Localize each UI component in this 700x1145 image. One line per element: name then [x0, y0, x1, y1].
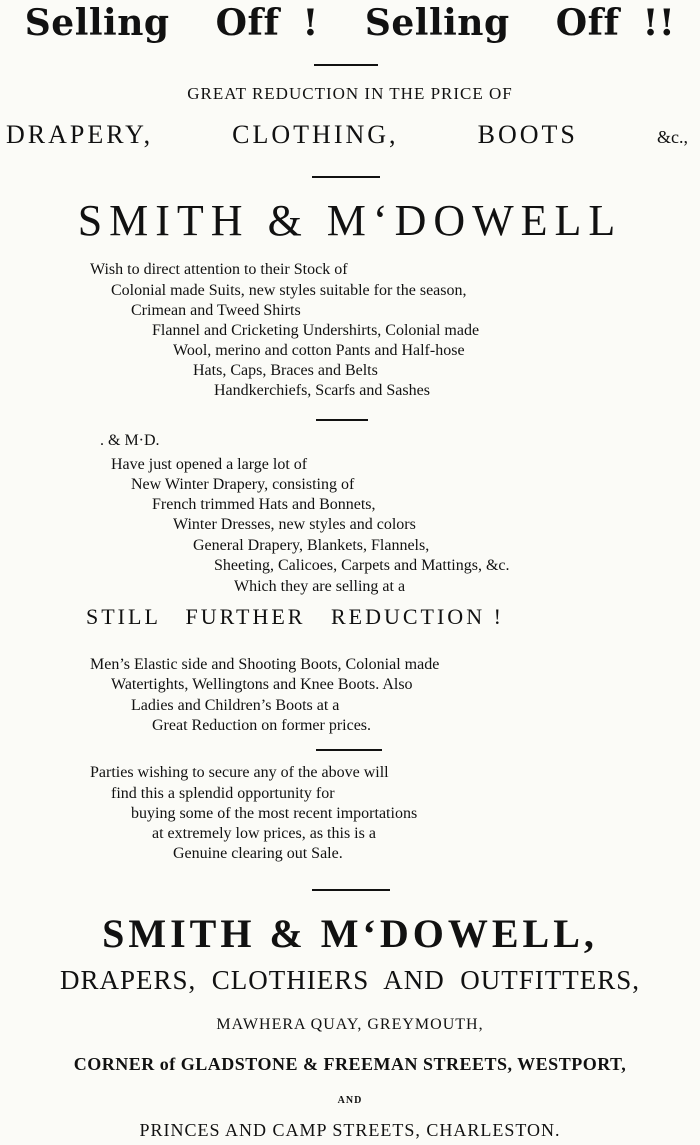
- section4-line: at extremely low prices, as this is a: [152, 825, 376, 842]
- section4-line: find this a splendid opportunity for: [111, 785, 335, 802]
- section1-line: Flannel and Cricketing Undershirts, Colonial made: [152, 322, 480, 339]
- divider-rule: [316, 419, 368, 421]
- firm-name-bottom: SMITH & M‘DOWELL,: [102, 911, 598, 956]
- section2-line: French trimmed Hats and Bonnets,: [152, 496, 376, 513]
- still-further-reduction: STILL FURTHER REDUCTION !: [86, 604, 504, 629]
- divider-rule: [312, 176, 380, 178]
- divider-rule: [312, 889, 390, 891]
- goods-drapery: DRAPERY,: [6, 120, 154, 149]
- section2-line: . & M·D.: [100, 432, 160, 449]
- headline: Selling Off ! Selling Off !!: [24, 2, 676, 44]
- section1-line: Wool, merino and cotton Pants and Half-hose: [173, 342, 465, 359]
- section4-line: Parties wishing to secure any of the above will: [90, 764, 389, 781]
- section1-line: Crimean and Tweed Shirts: [131, 302, 301, 319]
- address-westport: CORNER of GLADSTONE & FREEMAN STREETS, WESTPORT,: [73, 1054, 627, 1074]
- section2-line: Which they are selling at a: [234, 578, 406, 595]
- section3-line: Great Reduction on former prices.: [152, 717, 372, 734]
- subhead: GREAT REDUCTION IN THE PRICE OF: [187, 84, 513, 103]
- goods-clothing: CLOTHING,: [232, 120, 399, 149]
- goods-line: [6, 120, 688, 150]
- goods-etc: &c.,: [656, 127, 688, 147]
- section1-line: Hats, Caps, Braces and Belts: [193, 362, 378, 379]
- address-charleston: PRINCES AND CAMP STREETS, CHARLESTON.: [139, 1120, 561, 1140]
- section1-line: Colonial made Suits, new styles suitable for the season,: [111, 282, 467, 299]
- section4-line: Genuine clearing out Sale.: [173, 845, 343, 862]
- section1-line: Handkerchiefs, Scarfs and Sashes: [214, 382, 430, 399]
- section3-line: Watertights, Wellingtons and Knee Boots. Also: [111, 676, 413, 693]
- section1-line: Wish to direct attention to their Stock of: [90, 261, 348, 278]
- section3-line: Men’s Elastic side and Shooting Boots, Colonial made: [90, 656, 440, 673]
- and-word: AND: [337, 1095, 363, 1106]
- section2-line: Have just opened a large lot of: [111, 456, 308, 473]
- section2-line: General Drapery, Blankets, Flannels,: [193, 537, 430, 554]
- address-greymouth: MAWHERA QUAY, GREYMOUTH,: [216, 1016, 484, 1033]
- section4-line: buying some of the most recent importations: [131, 805, 418, 822]
- section2-line: Sheeting, Calicoes, Carpets and Mattings, &c.: [214, 557, 510, 574]
- section2-line: New Winter Drapery, consisting of: [131, 476, 355, 493]
- trade-line: DRAPERS, CLOTHIERS AND OUTFITTERS,: [59, 965, 641, 995]
- firm-name-top: SMITH & M‘DOWELL: [77, 196, 623, 245]
- divider-rule: [316, 749, 382, 751]
- goods-boots: BOOTS: [477, 120, 578, 149]
- divider-rule: [314, 64, 378, 66]
- section3-line: Ladies and Children’s Boots at a: [131, 697, 340, 714]
- section2-line: Winter Dresses, new styles and colors: [173, 516, 416, 533]
